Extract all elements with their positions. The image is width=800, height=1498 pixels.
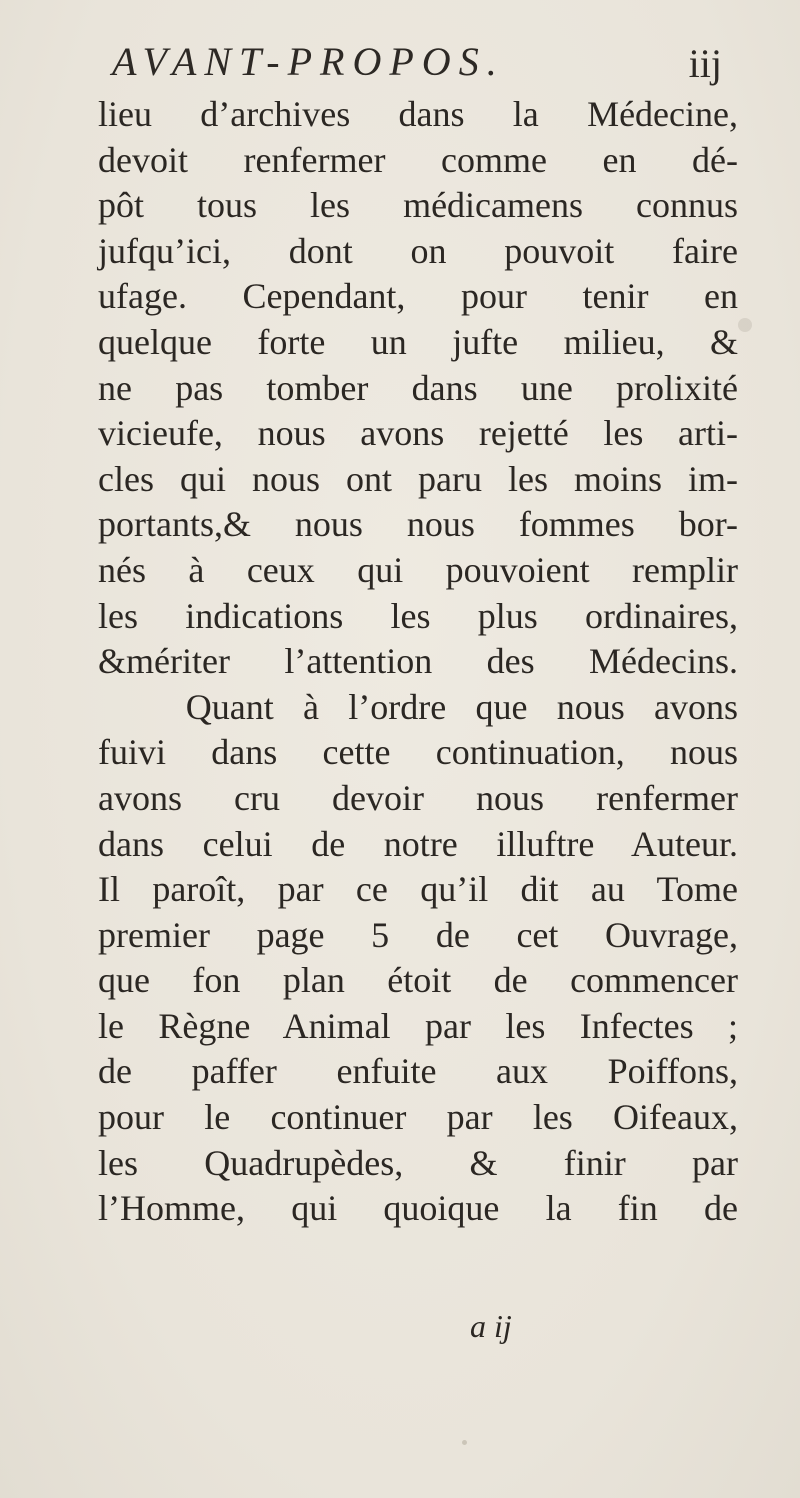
text-line: vicieufe, nous avons rejetté les arti- [98,413,738,454]
text-line: de paffer enfuite aux Poiffons, [98,1051,738,1092]
text-line: les indications les plus ordinaires, [98,595,738,636]
text-line: portants,& nous nous fommes bor- [98,504,738,545]
paper-speck [462,1440,467,1445]
text-line: devoit renfermer comme en dé- [98,139,738,180]
text-line: fuivi dans cette continuation, nous [98,732,738,773]
page-header [112,38,722,90]
text-line: que fon plan étoit de commencer [98,960,738,1001]
text-line: Il paroît, par ce qu’il dit au Tome [98,869,738,910]
text-line: quelque forte un jufte milieu, & [98,321,738,362]
signature-mark: a ij [470,1308,512,1344]
text-line: dans celui de notre illuftre Auteur. [98,823,738,864]
text-line: l’Homme, qui quoique la fin de [98,1188,738,1229]
text-line: cles qui nous ont paru les moins im- [98,458,738,499]
text-line: les Quadrupèdes, & finir par [98,1142,738,1183]
text-line: nés à ceux qui pouvoient remplir [98,549,738,590]
text-line: Quant à l’ordre que nous avons [98,686,738,727]
text-line: &mériter l’attention des Médecins. [98,641,738,682]
text-line: pôt tous les médicamens connus [98,185,738,226]
text-line: avons cru devoir nous renfermer [98,777,738,818]
page-number: iij [688,41,722,86]
text-line: ne pas tomber dans une prolixité [98,367,738,408]
text-line: le Règne Animal par les Infectes ; [98,1005,738,1046]
text-line: jufqu’ici, dont on pouvoit faire [98,230,738,271]
text-line: lieu d’archives dans la Médecine, [98,94,738,134]
paper-speck [738,318,752,332]
body-text [98,92,738,1232]
running-title: AVANT-PROPOS. [112,39,505,84]
text-line: ufage. Cependant, pour tenir en [98,276,738,317]
text-line: pour le continuer par les Oifeaux, [98,1097,738,1138]
text-line: premier page 5 de cet Ouvrage, [98,914,738,955]
